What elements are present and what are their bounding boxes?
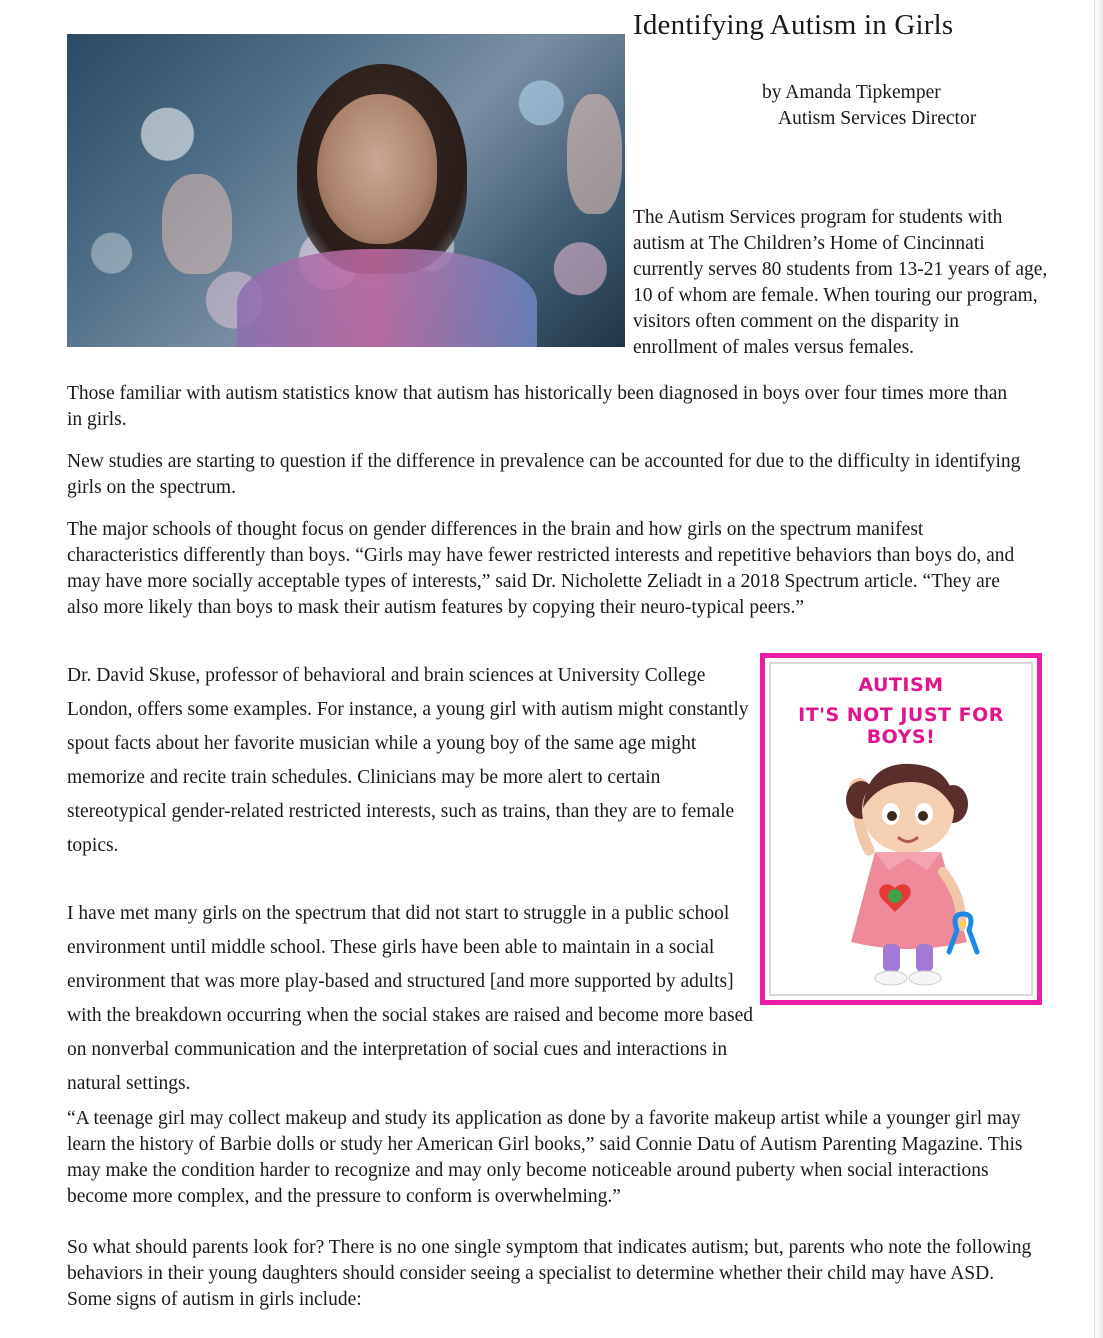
article-title: Identifying Autism in Girls bbox=[633, 9, 954, 41]
paragraph-skuse: Dr. David Skuse, professor of behavioral and brain sciences at University College London, offers some examples. For instance, a young girl with autism might constantly spout facts about her favorite musician while a young boy of the same age might memorize and recite train schedules. Clinicians may be more alert to certain stereotypical gender-related restricted interests, such as trains, than they are to female topics. bbox=[67, 665, 749, 856]
hero-face bbox=[317, 94, 437, 244]
byline bbox=[762, 80, 976, 132]
hero-hand-left bbox=[162, 174, 232, 274]
autism-poster bbox=[760, 653, 1042, 1005]
poster-headline-autism: AUTISM bbox=[858, 674, 944, 696]
byline-role: Autism Services Director bbox=[778, 108, 977, 129]
page-edge bbox=[1094, 0, 1103, 1338]
paragraph-met: I have met many girls on the spectrum that did not start to struggle in a public school environment until middle school. These girls have been able to maintain in a social environment that was more play-based and structured [and more supported by adults] with the breakdown occurring when the social stakes are raised and become more based on nonverbal communication and the interpretation of social cues and interactions in natural settings. bbox=[67, 903, 754, 1094]
intro-paragraph: The Autism Services program for students with autism at The Children’s Home of Cincinnati currently serves 80 students from 13-21 years of age, 10 of whom are female. When touring our program, visitors often comment on the disparity in enrollment of males versus females. bbox=[633, 207, 1048, 358]
paragraph-teenage: “A teenage girl may collect makeup and study its application as done by a favorite makeup artist while a younger girl may learn the history of Barbie dolls or study her American Girl books,” said Connie Datu of Autism Parenting Magazine. This may make the condition harder to recognize and may only become noticeable around puberty when social interactions become more complex, and the pressure to conform is overwhelming.” bbox=[67, 1108, 1023, 1207]
paragraph-history: Those familiar with autism statistics know that autism has historically been diagnosed in boys over four times more than in girls. bbox=[67, 383, 1008, 430]
paragraph-schools: The major schools of thought focus on gender differences in the brain and how girls on the spectrum manifest characteristics differently than boys. “Girls may have fewer restricted interests and repetitive behaviors than boys do, and may have more socially acceptable types of interests,” said Dr. Nicholette Zeliadt in a 2018 Spectrum article. “They are also more likely than boys to mask their autism features by copying their neuro-typical peers.” bbox=[67, 519, 1015, 618]
paragraph-parents: So what should parents look for? There is no one single symptom that indicates autism; but, parents who note the following behaviors in their young daughters should consider seeing a specialist to determine whether their child may have ASD. Some signs of autism in girls include: bbox=[67, 1237, 1032, 1310]
hero-photo bbox=[67, 34, 625, 347]
paragraph-studies: New studies are starting to question if the difference in prevalence can be accounted for due to the difficulty in identifying girls on the spectrum. bbox=[67, 451, 1021, 498]
poster-inner bbox=[769, 662, 1033, 996]
hero-hand-right bbox=[567, 94, 622, 214]
byline-author: by Amanda Tipkemper bbox=[762, 82, 941, 103]
cartoon-girl-illustration bbox=[771, 730, 1029, 990]
poster-headline-not-just-for-boys: IT'S NOT JUST FOR BOYS! bbox=[798, 704, 1004, 748]
hero-shirt bbox=[237, 249, 537, 347]
